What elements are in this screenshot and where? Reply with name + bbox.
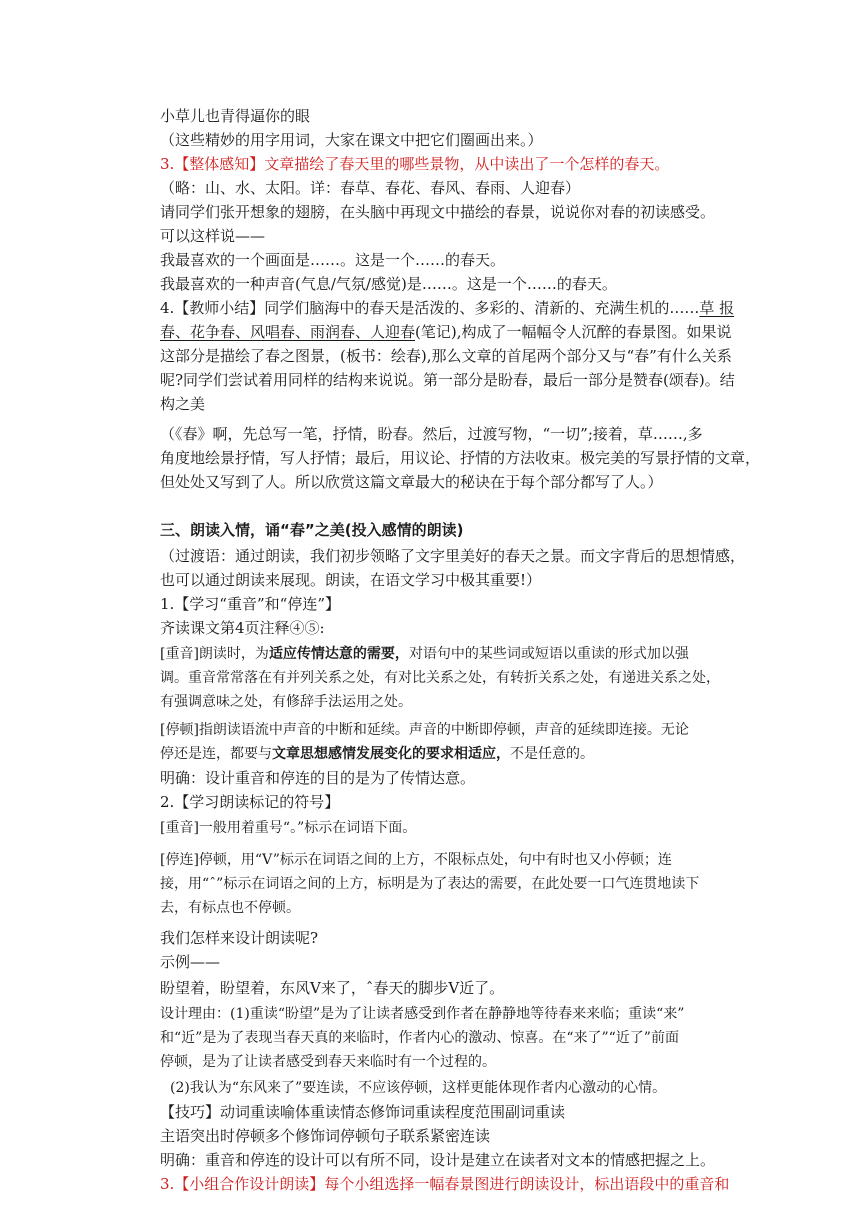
text-span: 对语句中的某些词或短语以重读的形式加以强 [408,646,689,662]
text-line: 接，用“ˆ”标示在词语之间的上方，标明是为了表达的需要，在此处要一口气连贯地读下 [160,876,700,892]
text-line: 我们怎样来设计朗读呢? [160,929,319,947]
text-line: 2.【学习朗读标记的符号】 [160,793,340,811]
text-line: 【技巧】动词重读喻体重读情态修饰词重读程度范围副词重读 [160,1103,566,1121]
text-line: 也可以通过朗读来展现。朗读，在语文学习中极其重要!） [160,571,542,589]
text-line: [重音]一般用着重号“。”标示在词语下面。 [160,820,417,836]
text-line: 这部分是描绘了春之图景，(板书：绘春),那么文章的首尾两个部分又与“春”有什么关系 [160,347,732,365]
text-line: 呢?同学们尝试着用同样的结构来说说。第一部分是盼春，最后一部分是赞春(颂春)。结 [160,371,735,389]
text-line: 小草儿也青得逼你的眼 [160,107,311,125]
example-line: 盼望着，盼望着，东风V来了，ˆ春天的脚步V近了。 [160,979,505,997]
section-heading: 三、朗读入情，诵“春”之美(投入感情的朗读) [160,521,464,539]
text-line: （这些精妙的用字用词，大家在课文中把它们圈画出来。） [160,131,543,149]
text-span: 4.【教师小结】同学们脑海中的春天是活泼的、多彩的、清新的、充满生机的…… [160,299,700,317]
text-line: 请同学们张开想象的翅膀，在头脑中再现文中描绘的春景，说说你对春的初读感受。 [160,203,716,221]
text-line: 可以这样说—— [160,227,266,245]
text-line: 明确：设计重音和停连的目的是为了传情达意。 [160,769,476,787]
text-line: [停连]停顿，用“V”标示在词语之间的上方，不限标点处，句中有时也又小停顿；连 [160,852,672,868]
text-line: （过渡语：通过朗读，我们初步领略了文字里美好的春天之景。而文字背后的思想情感， [160,547,746,565]
text-line: （《春》啊，先总写一笔，抒情，盼春。然后，过渡写物，“一切”;接着，草……,多 [160,425,703,443]
text-line [160,744,594,764]
text-line: 有强调意味之处，有修辞手法运用之处。 [160,694,412,710]
text-line: 调。重音常常落在有并列关系之处，有对比关系之处，有转折关系之处，有递进关系之处， [160,670,720,686]
text-line: 我最喜欢的一种声音(气息/气氛/感觉)是……。这是一个……的春天。 [160,275,617,293]
text-line: 设计理由：(1)重读“盼望”是为了让读者感受到作者在静静地等待春来来临；重读“来” [160,1006,685,1022]
text-line: [停顿]指朗读语流中声音的中断和延续。声音的中断即停顿，声音的延续即连接。无论 [160,722,689,738]
text-line: 齐读课文第4页注释④⑤: [160,619,325,637]
text-span: [重音]朗读时，为 [160,646,269,662]
text-span: (笔记),构成了一幅幅令人沉醉的春景图。如果说 [415,323,732,341]
underlined-text: 春、花争春、风唱春、雨润春、人迎春 [160,323,416,341]
bold-text: 适应传情达意的需要， [268,646,409,662]
text-line: 和“近”是为了表现当春天真的来临时，作者内心的激动、惊喜。在“来了”“近了”前面 [160,1030,679,1046]
text-line: 构之美 [160,395,206,413]
text-line: 示例—— [160,953,221,971]
text-line: 我最喜欢的一个画面是……。这是一个……的春天。 [160,251,506,269]
text-line: 1.【学习“重音”和“停连”】 [160,595,340,613]
text-span: 每个小组选择一幅春景图进行朗读设计，标出语段中的重音和 [324,1175,730,1193]
text-span: 停还是连，都要与 [160,746,272,762]
text-span: 不是任意的。 [510,746,594,762]
text-line: (2)我认为“东风来了”要连读，不应该停顿，这样更能体现作者内心激动的心情。 [170,1080,667,1096]
text-span: 3.【小组合作设计朗读】 [160,1175,325,1193]
text-line: （略：山、水、太阳。详：春草、春花、春风、春雨、人迎春） [160,179,581,197]
text-line: 去，有标点也不停顿。 [160,900,300,916]
text-line: 明确：重音和停连的设计可以有所不同，设计是建立在读者对文本的情感把握之上。 [160,1151,716,1169]
text-line: 停顿，是为了让读者感受到春天来临时有一个过程的。 [160,1054,496,1070]
section-item-overall-perception: 3.【整体感知】文章描绘了春天里的哪些景物，从中读出了一个怎样的春天。 [160,155,670,173]
section-item-group-design [160,1174,729,1194]
teacher-summary-line [160,298,734,318]
text-line: 但处处又写到了人。所以欣赏这篇文章最大的秘诀在于每个部分都写了人。） [160,473,663,491]
text-line: 角度地绘景抒情，写人抒情；最后，用议论、抒情的方法收束。极完美的写景抒情的文章， [160,449,761,467]
text-line [160,322,732,342]
underlined-text: 草 报 [699,299,735,317]
text-line [160,644,689,664]
text-line: 主语突出时停顿多个修饰词停顿句子联系紧密连读 [160,1127,491,1145]
bold-text: 文章思想感情发展变化的要求相适应， [272,746,510,762]
